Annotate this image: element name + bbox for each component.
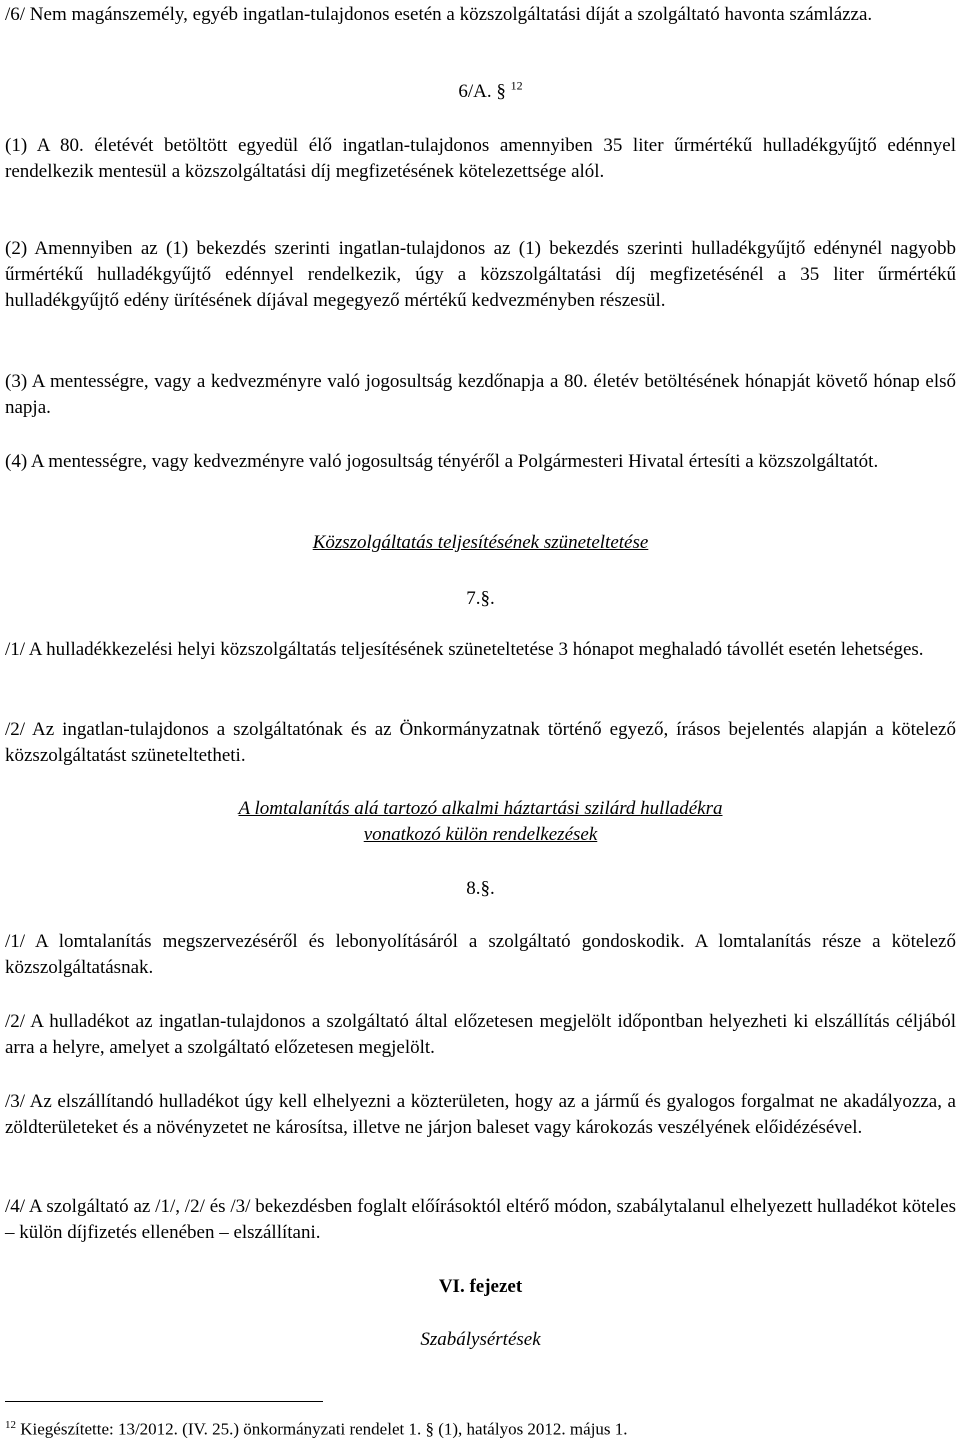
chapter-title: VI. fejezet — [438, 1276, 523, 1297]
paragraph-7-2: /2/ Az ingatlan-tulajdonos a szolgáltatónak és az Önkormányzatnak történő egyező, írásos bejelentés alapján a kötelező közszolgáltatást szüneteltetheti. — [5, 719, 956, 766]
paragraph-6a-3: (3) A mentességre, vagy a kedvezményre való jogosultság kezdőnapja a 80. életév betöltésének hónapját követő hónap első napja. — [5, 371, 956, 418]
footnote-number: 12 — [5, 1419, 16, 1431]
footnote — [5, 1414, 628, 1441]
chapter-subtitle: Szabálysértések — [420, 1329, 541, 1350]
paragraph-6a-2: (2) Amennyiben az (1) bekezdés szerinti ingatlan-tulajdonos az (1) bekezdés szerinti hulladékgyűjtő edénynél nagyobb űrmértékű hulladékgyűjtő edénnyel rendelkezik, úgy a közszolgáltatási díj megfizetésénél a 35 liter űrmértékű hulladékgyűjtő edény ürítésének díjával megegyező mértékű kedvezményben részesül. — [5, 238, 956, 311]
section-6a-heading — [5, 79, 960, 105]
paragraph-6: /6/ Nem magánszemély, egyéb ingatlan-tulajdonos esetén a közszolgáltatási díját a szolgáltató havonta számlázza. — [5, 4, 873, 25]
heading-bulky-line2: vonatkozó külön rendelkezések — [363, 824, 598, 845]
section-8-label: 8.§. — [466, 878, 495, 899]
paragraph-8-2: /2/ A hulladékot az ingatlan-tulajdonos a szolgáltató által előzetesen megjelölt időpontban helyezheti ki elszállítás céljából arra a helyre, amelyet a szolgáltató előzetesen megjelölt. — [5, 1011, 956, 1058]
footnote-separator — [5, 1401, 323, 1402]
paragraph-7-1: /1/ A hulladékkezelési helyi közszolgáltatás teljesítésének szüneteltetése 3 hónapot meghaladó távollét esetén lehetséges. — [5, 639, 924, 660]
section-6a-label: 6/A. § — [458, 81, 506, 102]
paragraph-8-3: /3/ Az elszállítandó hulladékot úgy kell elhelyezni a közterületen, hogy az a jármű és gyalogos forgalmat ne akadályozza, a zöldterületeket és a növényzetet ne károsítsa, illetve ne járjon baleset vagy károkozás veszélyének előidézésével. — [5, 1091, 956, 1138]
heading-bulky-line1: A lomtalanítás alá tartozó alkalmi háztartási szilárd hulladékra — [238, 798, 723, 819]
heading-suspension — [5, 530, 956, 556]
paragraph-6a-4: (4) A mentességre, vagy kedvezményre való jogosultság tényéről a Polgármesteri Hivatal értesíti a közszolgáltatót. — [5, 451, 879, 472]
heading-bulky-waste — [5, 796, 956, 848]
footnote-marker: 12 — [510, 78, 523, 93]
heading-suspension-text: Közszolgáltatás teljesítésének szüneteltetése — [312, 532, 649, 553]
paragraph-8-4: /4/ A szolgáltató az /1/, /2/ és /3/ bekezdésben foglalt előírásoktól eltérő módon, szabálytalanul elhelyezett hulladékot köteles – külön díjfizetés ellenében – elszállítani. — [5, 1196, 956, 1243]
footnote-text: Kiegészítette: 13/2012. (IV. 25.) önkormányzati rendelet 1. § (1), hatályos 2012. május 1. — [20, 1419, 628, 1439]
section-7-label: 7.§. — [466, 588, 495, 609]
paragraph-6a-1: (1) A 80. életévét betöltött egyedül élő ingatlan-tulajdonos amennyiben 35 liter űrmértékű hulladékgyűjtő edénnyel rendelkezik mentesül a közszolgáltatási díj megfizetésének kötelezettsége alól. — [5, 135, 956, 182]
paragraph-8-1: /1/ A lomtalanítás megszervezéséről és lebonyolításáról a szolgáltató gondoskodik. A lomtalanítás része a kötelező közszolgáltatásnak. — [5, 931, 956, 978]
